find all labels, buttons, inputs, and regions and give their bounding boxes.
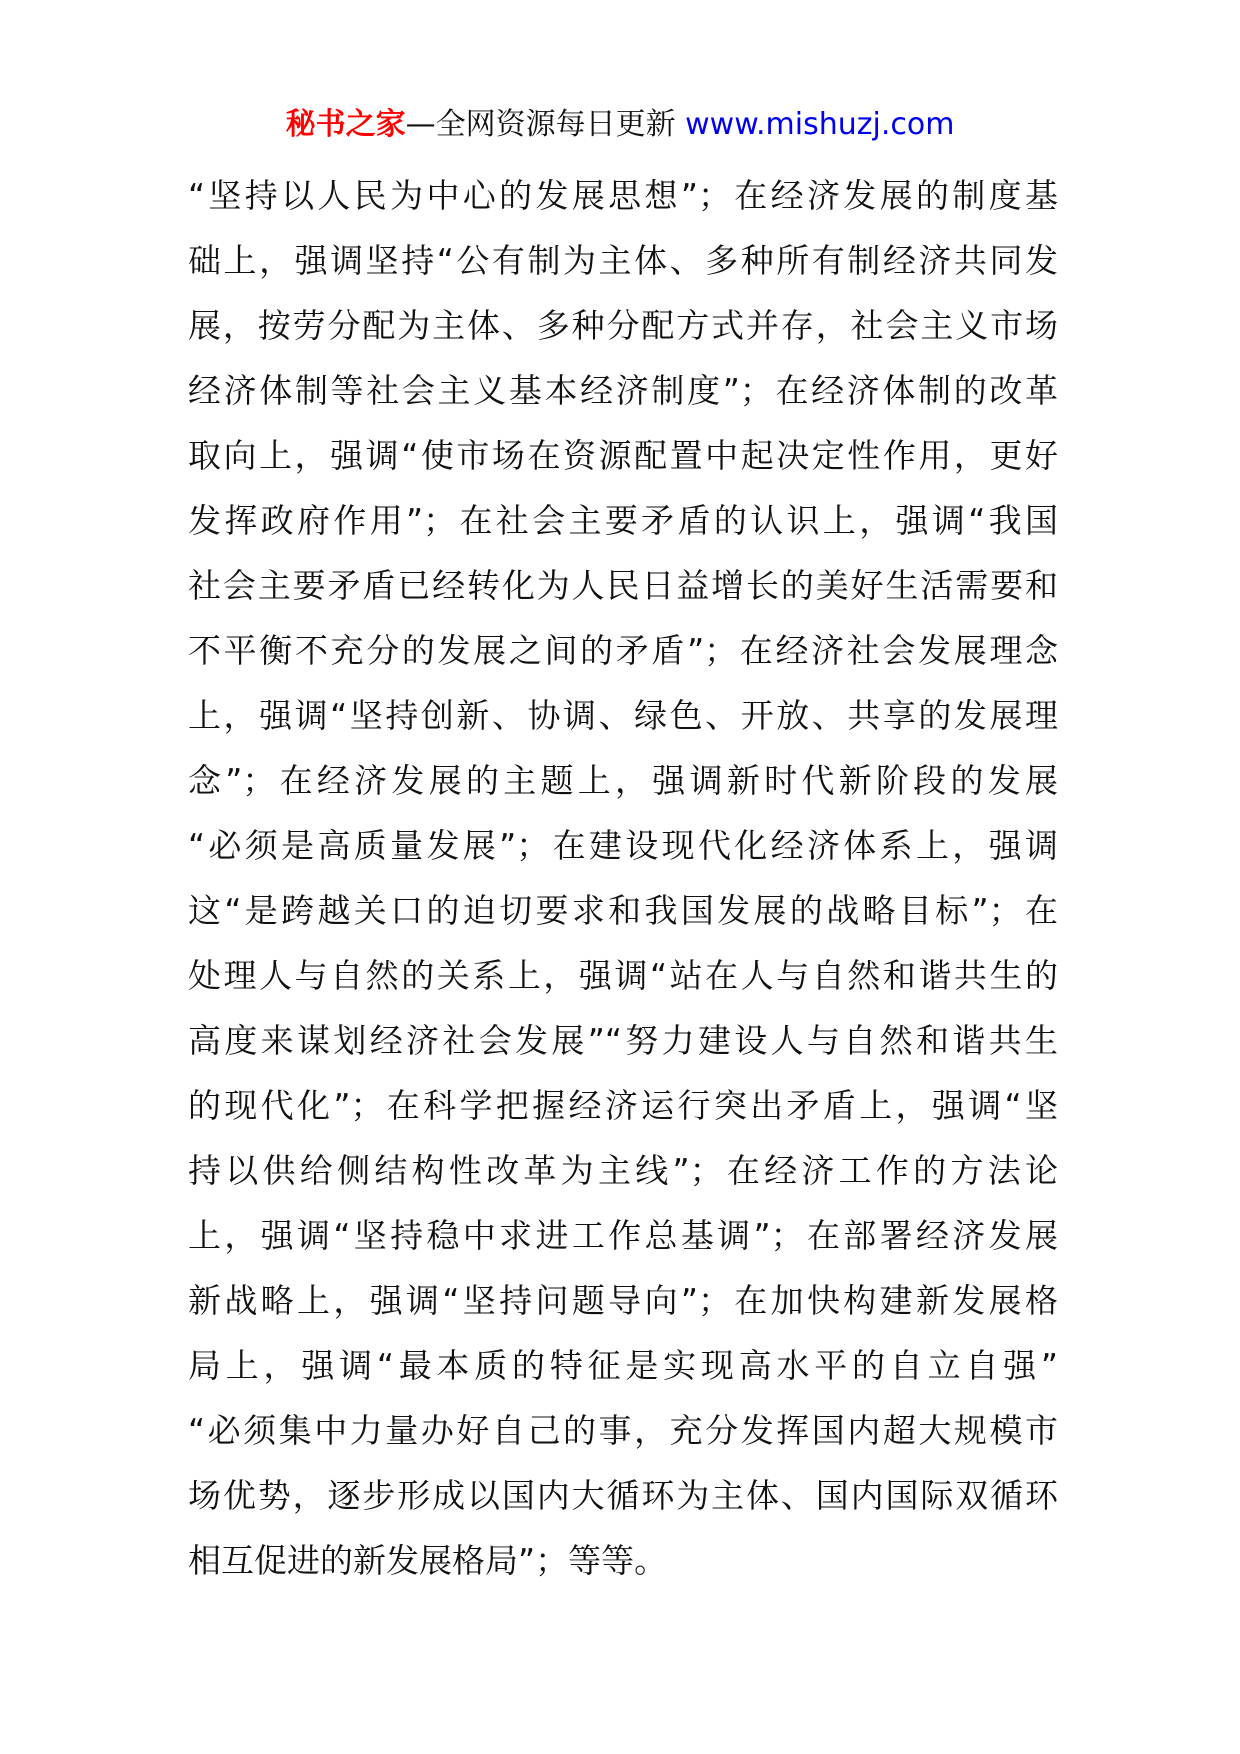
body-line: 相互促进的新发展格局”；等等。 xyxy=(188,1541,668,1580)
body-line: 取向上，强调“使市场在资源配置中起决定性作用，更好 xyxy=(188,436,1058,475)
body-line: “坚持以人民为中心的发展思想”；在经济发展的制度基 xyxy=(188,176,1058,215)
brand-name: 秘书之家 xyxy=(285,107,406,142)
site-url-link[interactable]: www.mishuzj.com xyxy=(685,107,955,142)
body-line: 局上，强调“最本质的特征是实现高水平的自立自强” xyxy=(188,1346,1058,1385)
body-line: “必须是高质量发展”；在建设现代化经济体系上，强调 xyxy=(188,826,1058,865)
body-line: 不平衡不充分的发展之间的矛盾”；在经济社会发展理念 xyxy=(188,631,1058,670)
body-line: 展，按劳分配为主体、多种分配方式并存，社会主义市场 xyxy=(188,306,1058,345)
body-line: 经济体制等社会主义基本经济制度”；在经济体制的改革 xyxy=(188,371,1058,410)
body-line: 念”；在经济发展的主题上，强调新时代新阶段的发展 xyxy=(188,761,1058,800)
document-body xyxy=(188,163,1058,1593)
body-line: 上，强调“坚持创新、协调、绿色、开放、共享的发展理 xyxy=(188,696,1058,735)
body-line: 发挥政府作用”；在社会主要矛盾的认识上，强调“我国 xyxy=(188,501,1058,540)
body-line: “必须集中力量办好自己的事，充分发挥国内超大规模市 xyxy=(188,1411,1058,1450)
body-line: 处理人与自然的关系上，强调“站在人与自然和谐共生的 xyxy=(188,956,1058,995)
body-line: 持以供给侧结构性改革为主线”；在经济工作的方法论 xyxy=(188,1151,1058,1190)
body-line: 这“是跨越关口的迫切要求和我国发展的战略目标”；在 xyxy=(188,891,1058,930)
body-line: 社会主要矛盾已经转化为人民日益增长的美好生活需要和 xyxy=(188,566,1058,605)
body-line: 新战略上，强调“坚持问题导向”；在加快构建新发展格 xyxy=(188,1281,1058,1320)
body-line: 场优势，逐步形成以国内大循环为主体、国内国际双循环 xyxy=(188,1476,1058,1515)
body-line: 高度来谋划经济社会发展”“努力建设人与自然和谐共生 xyxy=(188,1021,1058,1060)
header-tagline: —全网资源每日更新 xyxy=(405,107,676,142)
body-line: 的现代化”；在科学把握经济运行突出矛盾上，强调“坚 xyxy=(188,1086,1058,1125)
site-header xyxy=(0,102,1240,148)
body-line: 础上，强调坚持“公有制为主体、多种所有制经济共同发 xyxy=(188,241,1058,280)
body-line: 上，强调“坚持稳中求进工作总基调”；在部署经济发展 xyxy=(188,1216,1058,1255)
